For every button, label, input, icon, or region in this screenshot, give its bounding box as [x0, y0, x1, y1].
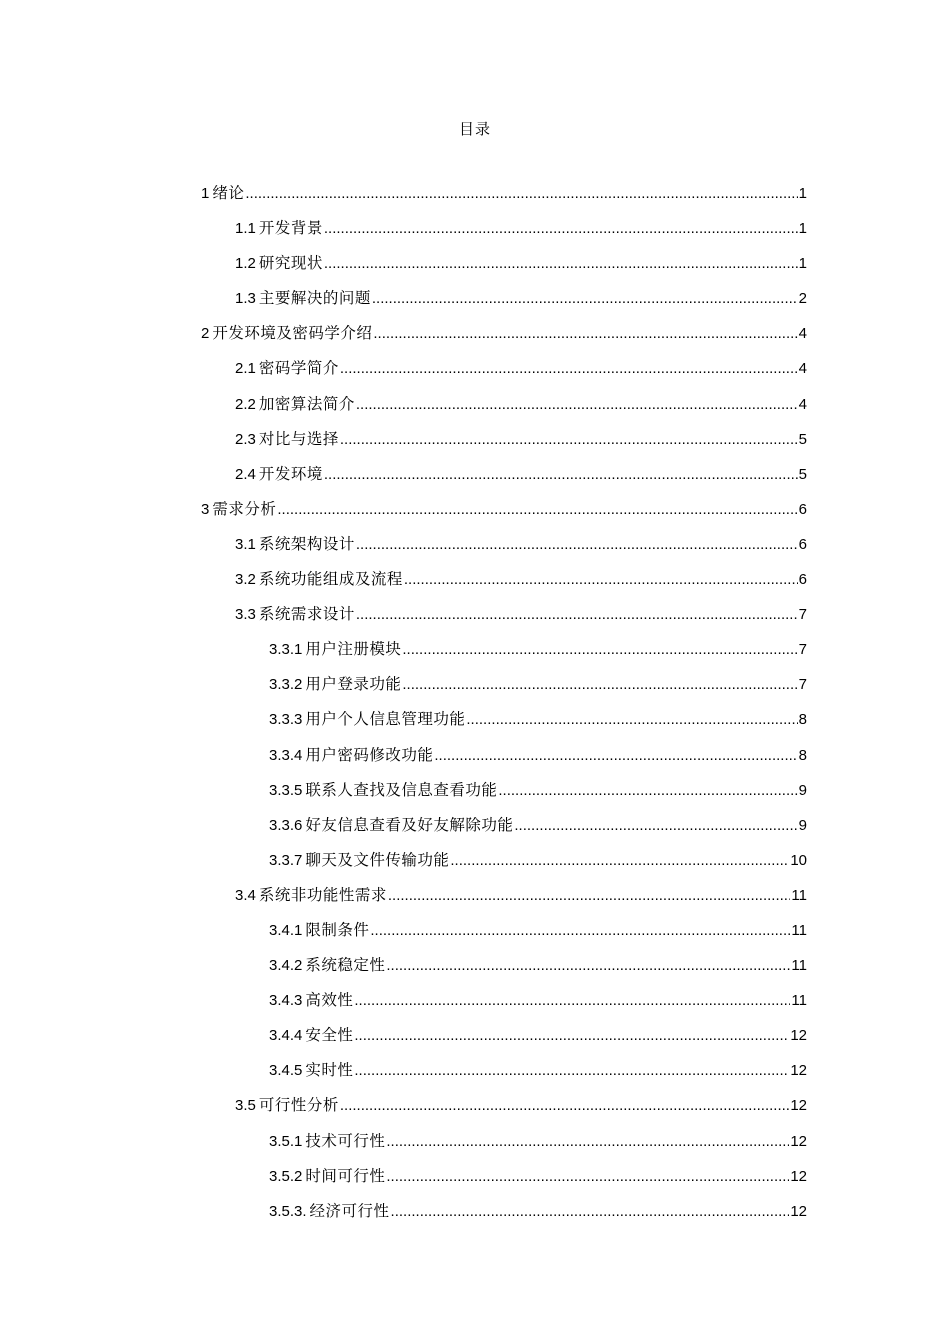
toc-entry[interactable] [201, 706, 807, 741]
toc-entry-number: 3.3.3 [269, 711, 303, 729]
toc-entry[interactable] [201, 1057, 807, 1092]
toc-entry[interactable] [201, 742, 807, 777]
toc-dot-leader [373, 321, 797, 347]
toc-entry-page-number: 5 [798, 465, 807, 483]
toc-entry-page-number: 6 [798, 500, 807, 518]
toc-entry[interactable] [201, 250, 807, 285]
toc-dot-leader [356, 392, 798, 418]
toc-entry-page-number: 1 [798, 185, 807, 202]
toc-entry[interactable] [201, 1092, 807, 1127]
toc-dot-leader [386, 1129, 789, 1155]
toc-entry[interactable] [201, 391, 807, 426]
toc-entry-title: 聊天及文件传输功能 [305, 850, 450, 869]
toc-entry[interactable] [201, 882, 807, 917]
toc-entry[interactable] [201, 1163, 807, 1198]
toc-entry-number: 3.4.5 [269, 1062, 303, 1080]
toc-entry-page-number: 12 [790, 1062, 807, 1080]
toc-entry-page-number: 9 [798, 781, 807, 799]
toc-entry-title: 开发环境及密码学介绍 [212, 324, 373, 343]
toc-entry-page-number: 6 [798, 535, 807, 553]
toc-entry-page-number: 12 [790, 1097, 807, 1115]
toc-entry-page-number: 12 [790, 1132, 807, 1150]
toc-entry-title: 研究现状 [258, 254, 323, 273]
toc-entry-title: 可行性分析 [258, 1096, 339, 1115]
toc-entry-title: 系统稳定性 [305, 956, 386, 975]
toc-entry-number: 3.4.2 [269, 957, 303, 975]
toc-entry-number: 3.3.7 [269, 851, 303, 869]
toc-entry-page-number: 4 [798, 395, 807, 413]
toc-entry-title: 密码学简介 [258, 359, 339, 378]
toc-entry-title: 限制条件 [305, 920, 370, 939]
toc-entry-title: 用户个人信息管理功能 [305, 710, 466, 729]
toc-entry-number: 2.4 [235, 465, 256, 483]
toc-entry-title: 绪论 [212, 184, 245, 202]
toc-entry-number: 3.5.3. [269, 1202, 307, 1220]
table-of-contents [201, 180, 807, 1233]
toc-entry-number: 1.1 [235, 220, 256, 238]
toc-entry-number: 3 [201, 500, 210, 518]
toc-entry-number: 2.3 [235, 430, 256, 448]
toc-entry-page-number: 11 [791, 886, 807, 904]
toc-dot-leader [324, 216, 798, 242]
toc-entry[interactable] [201, 847, 807, 882]
toc-entry-title: 需求分析 [212, 499, 277, 518]
toc-entry-title: 联系人查找及信息查看功能 [305, 780, 498, 799]
toc-entry-page-number: 12 [790, 1202, 807, 1220]
toc-dot-leader [386, 1164, 789, 1190]
toc-entry[interactable] [201, 952, 807, 987]
toc-entry[interactable] [201, 461, 807, 496]
toc-entry-page-number: 4 [798, 325, 807, 343]
toc-entry-page-number: 1 [798, 220, 807, 238]
toc-entry-number: 3.1 [235, 535, 256, 553]
toc-entry-number: 3.3.1 [269, 641, 303, 659]
toc-entry-title: 开发环境 [258, 464, 323, 483]
toc-dot-leader [386, 953, 790, 979]
toc-dot-leader [514, 813, 797, 839]
toc-dot-leader [340, 1093, 789, 1119]
toc-entry[interactable] [201, 987, 807, 1022]
toc-entry[interactable] [201, 180, 807, 215]
toc-entry-page-number: 2 [798, 290, 807, 308]
toc-entry-title: 对比与选择 [258, 429, 339, 448]
toc-entry-title: 用户注册模块 [305, 640, 402, 659]
toc-entry-number: 1.3 [235, 290, 256, 308]
toc-entry-title: 时间可行性 [305, 1166, 386, 1185]
toc-dot-leader [404, 567, 798, 593]
toc-entry-title: 安全性 [305, 1026, 354, 1045]
toc-entry[interactable] [201, 320, 807, 355]
toc-entry[interactable] [201, 671, 807, 706]
toc-dot-leader [354, 988, 790, 1014]
toc-dot-leader [340, 356, 798, 382]
toc-entry[interactable] [201, 355, 807, 390]
toc-entry-title: 好友信息查看及好友解除功能 [305, 815, 514, 834]
toc-entry-page-number: 8 [798, 746, 807, 764]
toc-entry-number: 3.3.4 [269, 746, 303, 764]
toc-entry-number: 3.4.3 [269, 992, 303, 1010]
toc-entry-number: 3.5.1 [269, 1132, 303, 1150]
toc-dot-leader [354, 1023, 789, 1049]
toc-entry[interactable] [201, 496, 807, 531]
toc-entry-number: 3.4.4 [269, 1027, 303, 1045]
toc-dot-leader [466, 707, 797, 733]
toc-entry-number: 1.2 [235, 255, 256, 273]
toc-dot-leader [402, 637, 797, 663]
toc-entry-number: 3.3.6 [269, 816, 303, 834]
toc-entry-number: 3.3.5 [269, 781, 303, 799]
toc-entry-number: 3.5.2 [269, 1167, 303, 1185]
toc-entry-number: 3.5 [235, 1097, 256, 1115]
toc-dot-leader [402, 672, 797, 698]
toc-entry-page-number: 11 [791, 992, 807, 1010]
toc-entry-number: 3.4 [235, 886, 256, 904]
toc-entry-title: 用户登录功能 [305, 675, 402, 694]
toc-entry-page-number: 12 [790, 1167, 807, 1185]
toc-entry[interactable] [201, 215, 807, 250]
toc-dot-leader [356, 532, 798, 558]
toc-dot-leader [372, 286, 798, 312]
toc-entry-number: 3.3.2 [269, 676, 303, 694]
toc-entry-number: 1 [201, 185, 210, 202]
toc-entry-title: 技术可行性 [305, 1131, 386, 1150]
toc-entry-title: 系统需求设计 [258, 605, 355, 624]
toc-entry[interactable] [201, 426, 807, 461]
toc-dot-leader [277, 497, 797, 523]
toc-entry-title: 实时性 [305, 1061, 354, 1080]
toc-entry[interactable] [201, 531, 807, 566]
toc-dot-leader [450, 848, 789, 874]
toc-entry[interactable] [201, 636, 807, 671]
toc-dot-leader [354, 1058, 789, 1084]
toc-entry-page-number: 4 [798, 360, 807, 378]
toc-entry-title: 主要解决的问题 [258, 289, 371, 308]
toc-entry[interactable] [201, 566, 807, 601]
toc-dot-leader [340, 427, 798, 453]
toc-dot-leader [370, 918, 790, 944]
toc-entry[interactable] [201, 917, 807, 952]
toc-entry-page-number: 10 [790, 851, 807, 869]
toc-entry-title: 高效性 [305, 991, 354, 1010]
toc-entry-page-number: 11 [791, 921, 807, 939]
toc-dot-leader [324, 251, 798, 277]
toc-entry-page-number: 5 [798, 430, 807, 448]
toc-entry-number: 2.2 [235, 395, 256, 413]
toc-entry[interactable] [201, 1128, 807, 1163]
toc-entry-page-number: 8 [798, 711, 807, 729]
toc-entry-page-number: 9 [798, 816, 807, 834]
toc-title: 目录 [458, 120, 491, 138]
toc-dot-leader [324, 462, 798, 488]
toc-dot-leader [356, 602, 798, 628]
toc-entry-page-number: 12 [790, 1027, 807, 1045]
toc-entry-title: 系统非功能性需求 [258, 885, 387, 904]
toc-dot-leader [388, 883, 791, 909]
toc-entry-page-number: 7 [798, 606, 807, 624]
toc-entry-page-number: 7 [798, 676, 807, 694]
toc-entry-number: 2 [201, 325, 210, 343]
toc-dot-leader [498, 778, 797, 804]
toc-entry[interactable] [201, 601, 807, 636]
toc-entry[interactable] [201, 812, 807, 847]
toc-entry-title: 用户密码修改功能 [305, 745, 434, 764]
toc-entry-title: 系统架构设计 [258, 534, 355, 553]
toc-entry-number: 3.3 [235, 606, 256, 624]
toc-entry-page-number: 7 [798, 641, 807, 659]
toc-entry-title: 经济可行性 [309, 1201, 390, 1220]
toc-entry-page-number: 1 [798, 255, 807, 273]
toc-entry[interactable] [201, 1198, 807, 1233]
toc-entry-number: 3.4.1 [269, 921, 303, 939]
toc-entry-number: 3.2 [235, 571, 256, 589]
toc-entry[interactable] [201, 285, 807, 320]
toc-entry-title: 开发背景 [258, 219, 323, 238]
toc-entry-title: 加密算法简介 [258, 394, 355, 413]
toc-dot-leader [391, 1199, 790, 1225]
toc-entry-page-number: 6 [798, 571, 807, 589]
toc-entry[interactable] [201, 1022, 807, 1057]
toc-entry-title: 系统功能组成及流程 [258, 570, 403, 589]
toc-dot-leader [245, 181, 797, 207]
toc-dot-leader [434, 743, 797, 769]
toc-entry-page-number: 11 [791, 957, 807, 975]
toc-entry[interactable] [201, 777, 807, 812]
toc-entry-number: 2.1 [235, 360, 256, 378]
